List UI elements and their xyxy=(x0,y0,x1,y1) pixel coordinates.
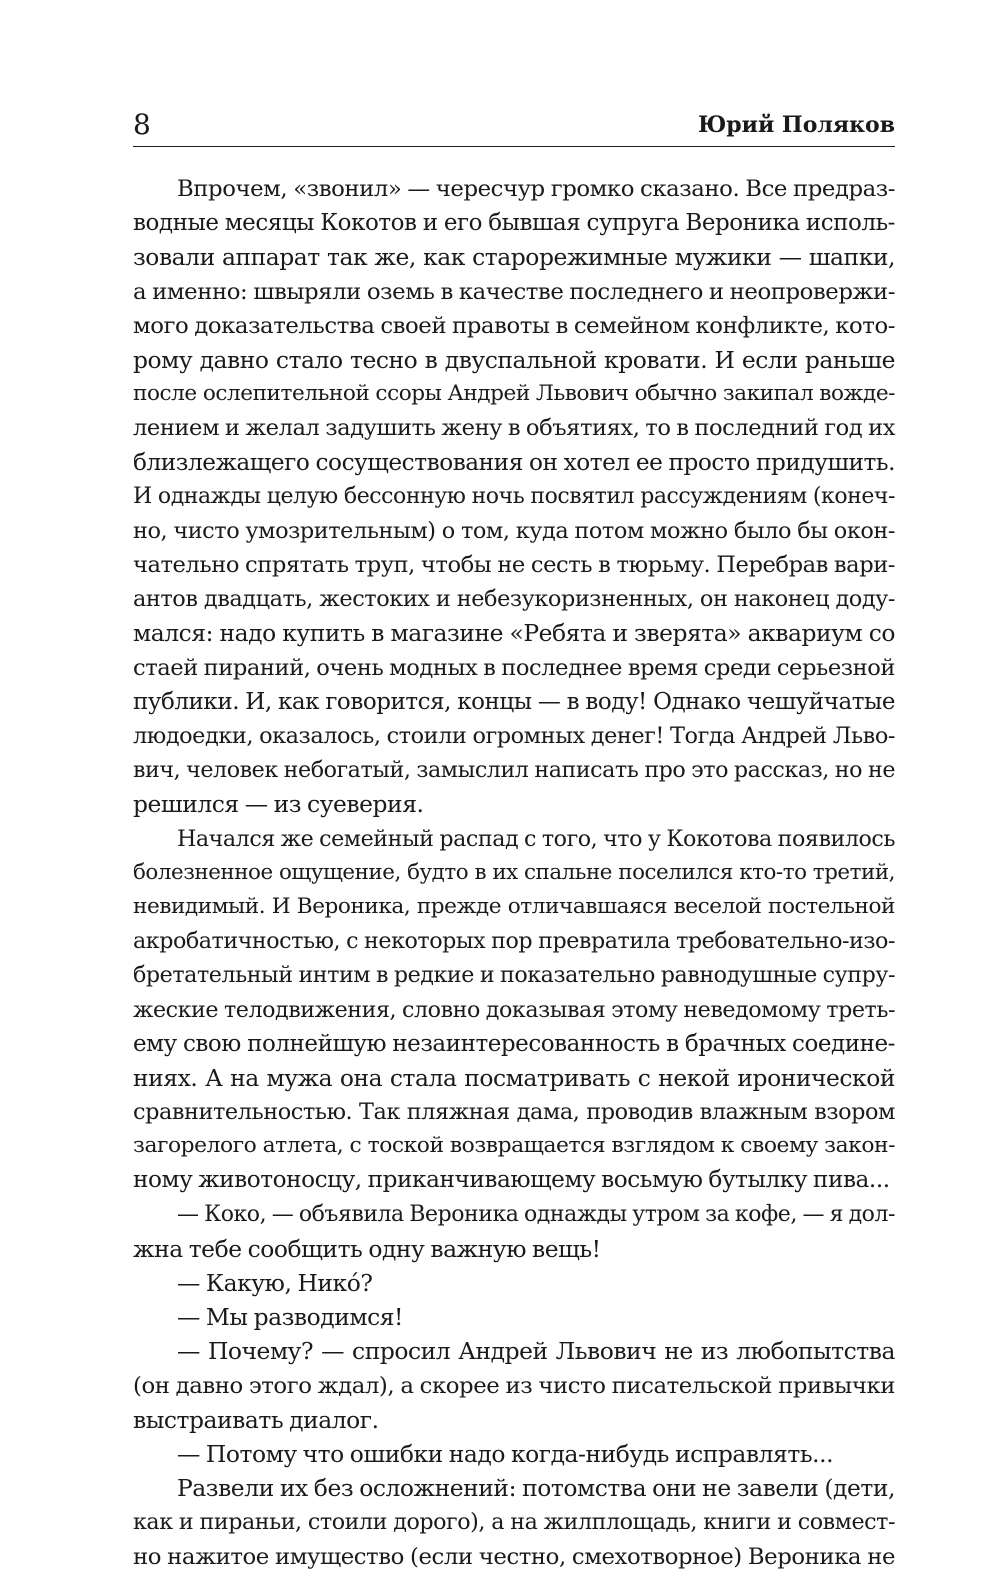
text-line: но, чисто умозрительным) о том, куда потом можно было бы окон- xyxy=(133,517,895,544)
text-line: лением и желал задушить жену в объятиях, то в последний год их xyxy=(133,415,895,442)
text-line: вич, человек небогатый, замыслил написать про это рассказ, но не xyxy=(133,757,895,784)
text-line: Развели их без осложнений: потомства они не завели (дети, xyxy=(177,1474,895,1503)
text-line: после ослепительной ссоры Андрей Львович обычно закипал вожде- xyxy=(133,381,895,407)
text-line: близлежащего сосуществования он хотел ее просто придушить. xyxy=(133,448,895,476)
text-line: жеские телодвижения, словно доказывая этому неведомому треть- xyxy=(133,996,895,1023)
text-line: Начался же семейный распад с того, что у Кокотова появилось xyxy=(177,825,895,852)
text-line: Впрочем, «звонил» — чересчур громко сказано. Все предраз- xyxy=(177,176,895,202)
text-line: публики. И, как говорится, концы — в воду! Однако чешуйчатые xyxy=(133,688,895,715)
text-line: сравнительностью. Так пляжная дама, проводив влажным взором xyxy=(133,1099,895,1126)
text-line: бретательный интим в редкие и показательно равнодушные супру- xyxy=(133,962,895,989)
running-head-author: Юрий Поляков xyxy=(697,112,895,138)
text-line: антов двадцать, жестоких и небезукоризненных, он наконец доду- xyxy=(133,586,895,613)
text-line: — Потому что ошибки надо когда-нибудь исправлять... xyxy=(177,1439,834,1468)
text-line: невидимый. И Вероника, прежде отличавшаяся веселой постельной xyxy=(133,893,895,919)
text-line: (он давно этого ждал), а скорее из чисто писательской привычки xyxy=(133,1372,895,1399)
text-line: рому давно стало тесно в двуспальной кровати. И если раньше xyxy=(133,345,895,374)
text-line: болезненное ощущение, будто в их спальне поселился кто-то третий, xyxy=(133,859,895,885)
text-line: загорелого атлета, с тоской возвращается взглядом к своему закон- xyxy=(133,1133,895,1159)
text-line: а именно: швыряли оземь в качестве последнего и неопровержи- xyxy=(133,278,895,305)
page-number: 8 xyxy=(133,108,151,141)
text-line: ниях. А на мужа она стала посматривать с некой иронической xyxy=(133,1063,895,1092)
text-line: как и пираньи, стоили дорого), а на жилплощадь, книги и совмест- xyxy=(133,1509,895,1536)
text-line: акробатичностью, с некоторых пор превратила требовательно-изо- xyxy=(133,928,895,955)
text-line: ему свою полнейшую незаинтересованность в брачных соедине- xyxy=(133,1030,895,1057)
text-line: жна тебе сообщить одну важную вещь! xyxy=(133,1234,601,1263)
text-line: но нажитое имущество (если честно, смехотворное) Вероника не xyxy=(133,1543,895,1570)
text-line: людоедки, оказалось, стоили огромных денег! Тогда Андрей Льво- xyxy=(133,723,895,749)
text-line: стаей пираний, очень модных в последнее время среди серьезной xyxy=(133,654,895,681)
page-header xyxy=(133,108,895,147)
text-line: — Почему? — спросил Андрей Львович не из любопытства xyxy=(177,1337,895,1366)
text-line: выстраивать диалог. xyxy=(133,1405,379,1434)
text-line: — Мы разводимся! xyxy=(177,1303,403,1332)
text-line: — Коко, — объявила Вероника однажды утром за кофе, — я дол- xyxy=(177,1201,895,1227)
text-line: чательно спрятать труп, чтобы не сесть в тюрьму. Перебрав вари- xyxy=(133,552,895,579)
text-line: — Какую, Никó? xyxy=(177,1269,373,1297)
text-line: мался: надо купить в магазине «Ребята и зверята» аквариум со xyxy=(133,619,895,648)
text-line: мого доказательства своей правоты в семейном конфликте, кото- xyxy=(133,312,895,339)
text-line: зовали аппарат так же, как старорежимные мужики — шапки, xyxy=(133,243,895,272)
text-line: водные месяцы Кокотов и его бывшая супруга Вероника исполь- xyxy=(133,210,895,237)
text-line: ному животоносцу, приканчивающему восьмую бутылку пива... xyxy=(133,1166,890,1194)
body-text xyxy=(133,172,895,1574)
text-line: И однажды целую бессонную ночь посвятил рассуждениям (конеч- xyxy=(133,483,895,509)
text-line: решился — из суеверия. xyxy=(133,790,424,819)
